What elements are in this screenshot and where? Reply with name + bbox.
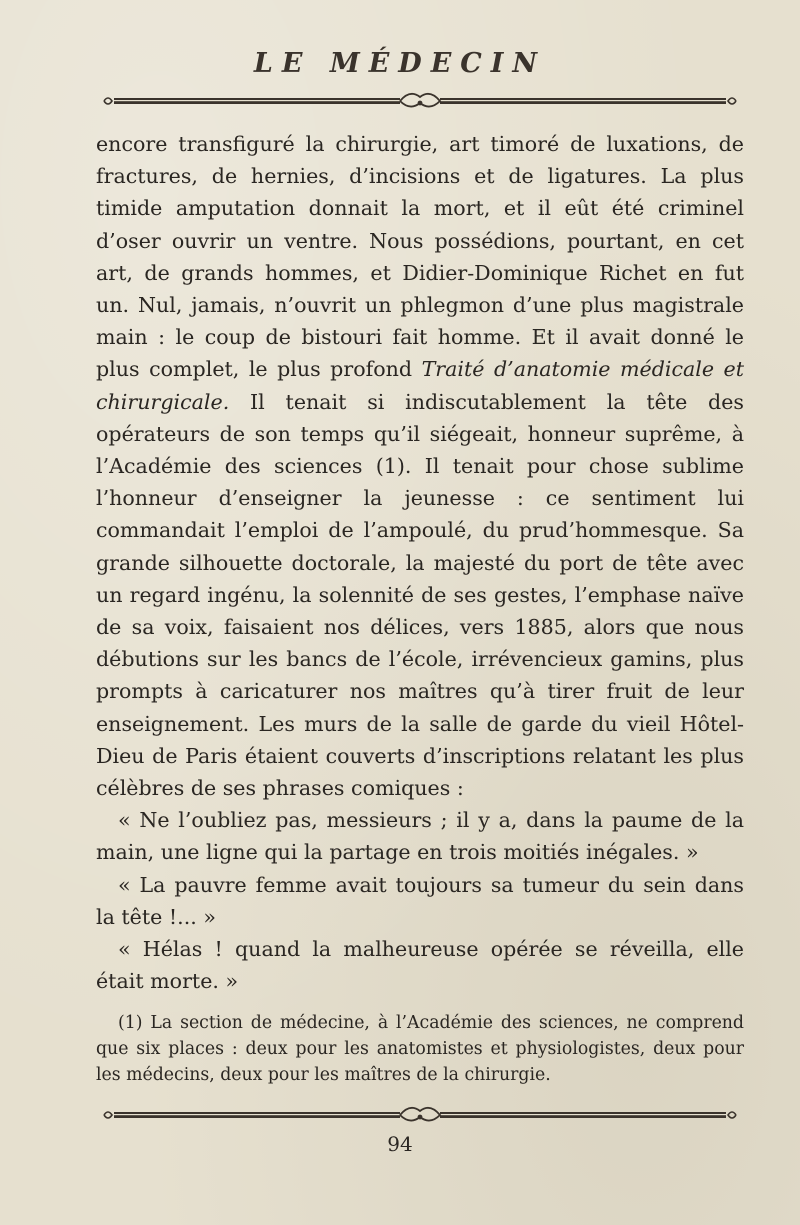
paragraph xyxy=(96,128,744,804)
footnote-text: (1) La section de médecine, à l’Académie des sciences, ne comprend que six places : deux pour les anatomistes et physiologistes, deux pour les médecins, deux pour les maîtres de la chirurgie. xyxy=(96,1013,744,1085)
page-number: 94 xyxy=(387,1132,413,1156)
paragraph-text: encore transfiguré la chirurgie, art timoré de luxations, de fractures, de hernies, d’incisions et de ligatures. La plus timide amputation donnait la mort, et il eût été criminel d’oser ouvrir un ventre. Nous possédions, pourtant, en cet art, de grands hommes, et Didier-Dominique Richet en fut un. Nul, jamais, n’ouvrit un phlegmon d’une plus magistrale main : le coup de bistouri fait homme. Et il avait donné le plus complet, le plus profond xyxy=(96,132,744,382)
running-head: LE MÉDECIN xyxy=(253,48,547,79)
quote-1: « Ne l’oubliez pas, messieurs ; il y a, dans la paume de la main, une ligne qui la partage en trois moitiés inégales. » xyxy=(96,808,744,865)
footnote xyxy=(96,1010,744,1088)
bottom-ornamental-rule xyxy=(100,1104,740,1126)
top-ornamental-rule xyxy=(100,90,740,112)
paragraph-text-continued: Il tenait si indiscutablement la tête des opérateurs de son temps qu’il siégeait, honneur suprême, à l’Académie des sciences (1). Il tenait pour chose sublime l’honneur d’enseigner la jeunesse : ce sentiment lui commandait l’emploi de l’ampoulé, du prud’hommesque. Sa grande silhouette doctorale, la majesté du port de tête avec un regard ingénu, la solennité de ses gestes, l’emphase naïve de sa voix, faisaient nos délices, vers 1885, alors que nous débutions sur les bancs de l’école, irrévencieux gamins, plus prompts à caricaturer nos maîtres qu’à tirer fruit de leur enseignement. Les murs de la salle de garde du vieil Hôtel-Dieu de Paris étaient couverts d’inscriptions relatant les plus célèbres de ses phrases comiques : xyxy=(96,389,744,801)
quote-2: « La pauvre femme avait toujours sa tumeur du sein dans la tête !... » xyxy=(96,872,744,929)
main-text xyxy=(96,128,744,997)
book-title-italic: Traité d’anatomie médicale et chirurgicale. xyxy=(96,357,744,414)
quote-3: « Hélas ! quand la malheureuse opérée se réveilla, elle était morte. » xyxy=(96,937,744,994)
